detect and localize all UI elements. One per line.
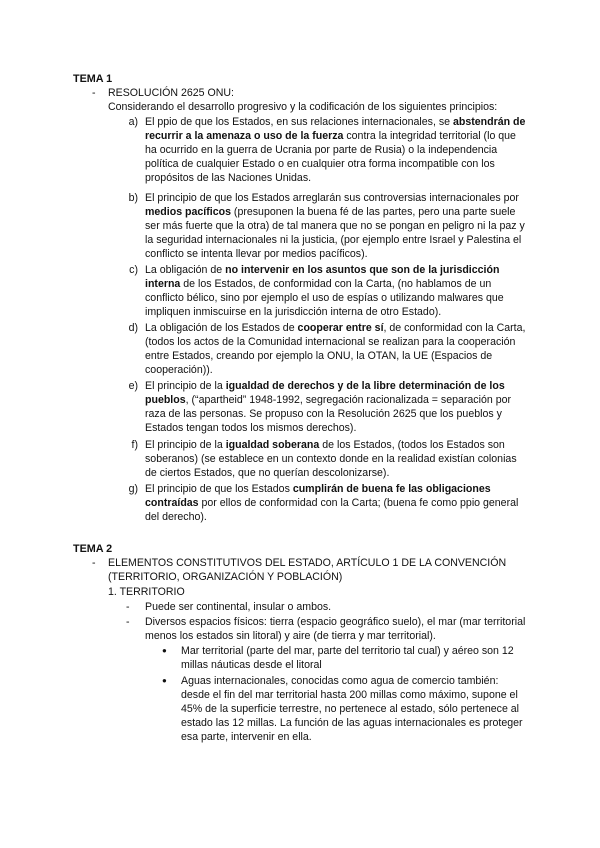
item-d-marker: d) <box>128 322 138 334</box>
tema1-intro: Considerando el desarrollo progresivo y la codificación de los siguientes principios: <box>108 101 498 113</box>
tema2-dash: - <box>92 557 96 569</box>
item-g-text: El principio de que los Estados cumplirán de buena fe las obligaciones contraídas por ellos de conformidad con la Carta; (buena fe como ppio general del derecho). <box>145 483 519 523</box>
item-g-marker: g) <box>128 483 138 495</box>
item-f-marker: f) <box>131 439 138 451</box>
tema1-heading: RESOLUCIÓN 2625 ONU: <box>108 87 234 99</box>
item-f-text: El principio de la igualdad soberana de los Estados, (todos los Estados son soberanos) (se establece en un contexto donde en la realidad existían colonias de ciertos Estados, que no querían descolonizarse). <box>145 439 517 479</box>
item-e-text: El principio de la igualdad de derechos y de la libre determinación de los pueblos, (“apartheid” 1948-1992, segregación racionalizada = separación por raza de las personas. Se propuso con la Resolución 2625 que los pueblos y Estados tengan todos los mismos derechos). <box>145 380 512 434</box>
bullet-1-text: Mar territorial (parte del mar, parte del territorio tal cual) y aéreo son 12 millas náuticas desde el litoral <box>181 645 514 671</box>
dash-2-marker: - <box>126 616 130 628</box>
tema2-sub: 1. TERRITORIO <box>108 586 185 598</box>
bullet-2-marker: ● <box>162 676 167 685</box>
tema2-title: TEMA 2 <box>73 543 113 555</box>
item-c-marker: c) <box>129 264 138 276</box>
bullet-1-marker: ● <box>162 646 167 655</box>
tema1-title: TEMA 1 <box>73 73 113 85</box>
dash-1-marker: - <box>126 601 130 613</box>
item-a-marker: a) <box>128 116 138 128</box>
tema2-heading: ELEMENTOS CONSTITUTIVOS DEL ESTADO, ARTÍCULO 1 DE LA CONVENCIÓN (TERRITORIO, ORGANIZACIÓN Y POBLACIÓN) <box>108 557 507 583</box>
item-b-marker: b) <box>128 192 138 204</box>
item-c-text: La obligación de no intervenir en los asuntos que son de la jurisdicción interna de los Estados, de conformidad con la Carta, (no hablamos de un conflicto bélico, sino por ejemplo el uso de espías o utilizando malwares que impliquen inmiscuirse en la jurisdicción interna de otro Estado). <box>145 264 504 318</box>
bullet-2-text: Aguas internacionales, conocidas como agua de comercio también: desde el fin del mar territorial hasta 200 millas como máximo, supone el 45% de la superficie terrestre, no pertenece al estado, sólo pertenece al estado las 12 millas. La función de las aguas internacionales es proteger esa parte, intervenir en ella. <box>181 675 523 743</box>
dash-1-text: Puede ser continental, insular o ambos. <box>145 601 332 613</box>
item-a-text: El ppio de que los Estados, en sus relaciones internacionales, se abstendrán de recurrir a la amenaza o uso de la fuerza contra la integridad territorial (lo que ha ocurrido en la guerra de Ucrania por parte de Rusia) o la independencia política de cualquier Estado o en cualquier otra forma incompatible con los propósitos de las Naciones Unidas. <box>145 116 526 184</box>
item-e-marker: e) <box>128 380 138 392</box>
item-b-text: El principio de que los Estados arreglarán sus controversias internacionales por medios pacíficos (presuponen la buena fé de las partes, pero una parte suele ser más fuerte que la otra) de tal manera que no se pongan en peligro ni la paz y la seguridad internacionales ni la justicia, (por ejemplo entre Israel y Palestina el conflicto se intenta llevar por medios pacíficos). <box>145 192 525 260</box>
item-d-text: La obligación de los Estados de cooperar entre sí, de conformidad con la Carta, (todos los actos de la Comunidad internacional se realizan para la cooperación entre Estados, creando por ejemplo la ONU, la OTAN, la UE (Espacios de cooperación)). <box>145 322 526 376</box>
dash-2-text: Diversos espacios físicos: tierra (espacio geográfico suelo), el mar (mar territorial menos los estados sin litoral) y aire (de tierra y mar territorial). <box>145 616 526 642</box>
tema1-dash: - <box>92 87 96 99</box>
